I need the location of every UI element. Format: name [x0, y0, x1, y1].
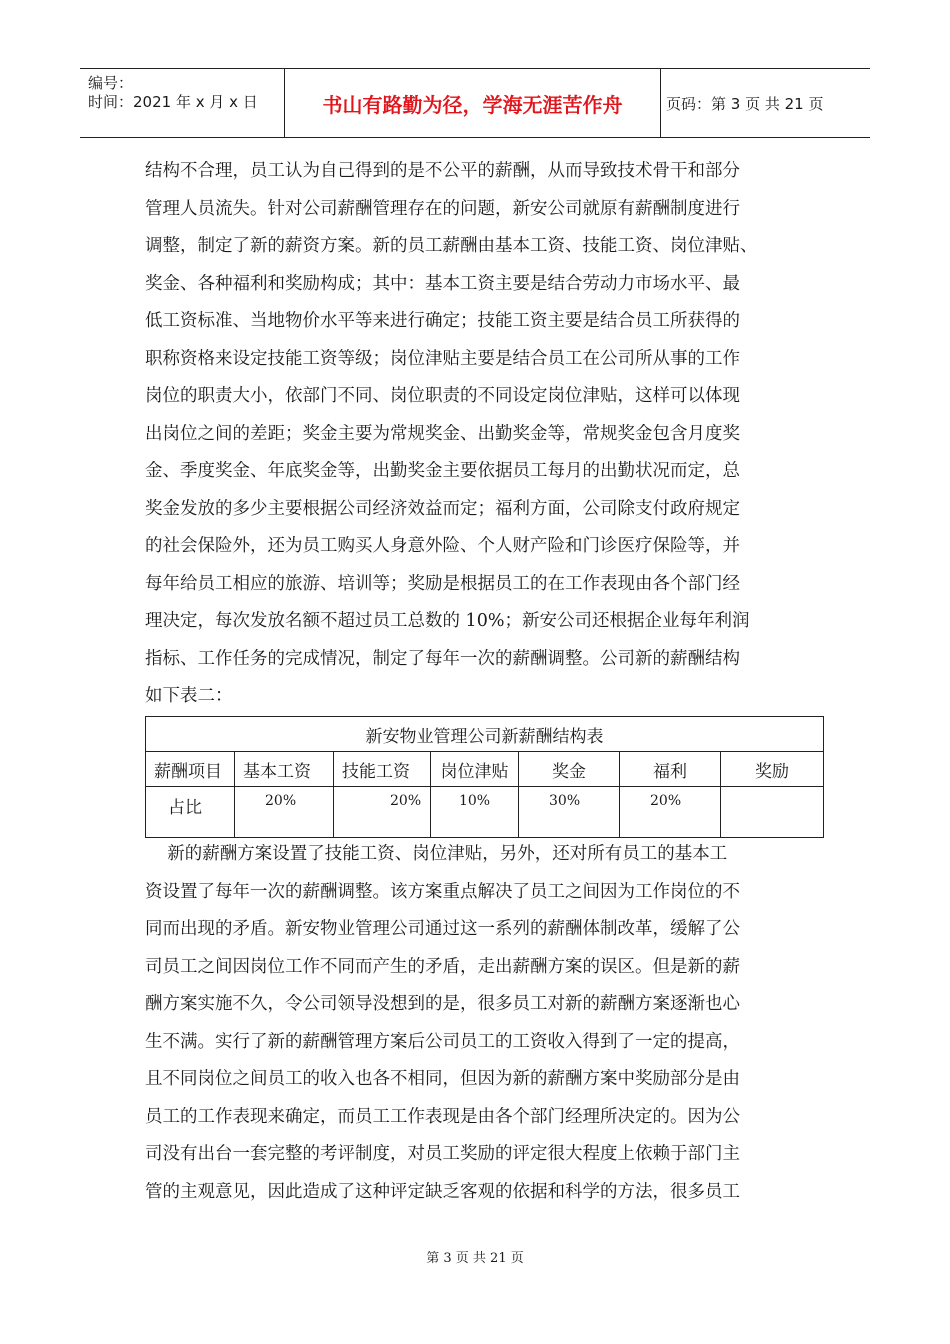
table-caption-row [146, 717, 824, 752]
table-header-row [146, 752, 824, 787]
text-line: 奖金发放的多少主要根据公司经济效益而定；福利方面，公司除支付政府规定 [145, 498, 740, 519]
table-cell: 20% [620, 787, 721, 838]
text-line: 如下表二： [145, 686, 233, 706]
header-motto: 书山有路勤为径，学海无涯苦作舟 [285, 69, 661, 137]
text-line: 的社会保险外，还为员工购买人身意外险、个人财产险和门诊医疗保险等，并 [145, 536, 740, 556]
table-header-cell: 基本工资 [235, 752, 334, 787]
text-line: 调整，制定了新的薪资方案。新的员工薪酬由基本工资、技能工资、岗位津贴、 [145, 236, 758, 256]
table-cell [721, 787, 824, 838]
table-cell: 占比 [146, 787, 235, 838]
paragraph-2 [145, 836, 810, 1211]
text-line: 低工资标准、当地物价水平等来进行确定；技能工资主要是结合员工所获得的 [145, 311, 740, 331]
text-line: 出岗位之间的差距；奖金主要为常规奖金、出勤奖金等，常规奖金包含月度奖 [145, 423, 740, 444]
text-line: 同而出现的矛盾。新安物业管理公司通过这一系列的薪酬体制改革，缓解了公 [145, 919, 740, 939]
table-caption: 新安物业管理公司新薪酬结构表 [146, 717, 824, 752]
text-line: 每年给员工相应的旅游、培训等；奖励是根据员工的在工作表现由各个部门经 [145, 573, 740, 594]
text-line: 理决定，每次发放名额不超过员工总数的 10%；新安公司还根据企业每年利润 [145, 611, 750, 631]
text-line: 司没有出台一套完整的考评制度，对员工奖励的评定很大程度上依赖于部门主 [145, 1144, 740, 1164]
header-meta [80, 69, 285, 137]
table-header-cell: 技能工资 [334, 752, 431, 787]
text-line: 结构不合理，员工认为自己得到的是不公平的薪酬，从而导致技术骨干和部分 [145, 161, 740, 181]
page-footer: 第 3 页 共 21 页 [426, 1251, 524, 1266]
table-header-cell: 奖励 [721, 752, 824, 787]
table-cell: 30% [519, 787, 620, 838]
table-row [146, 787, 824, 838]
table-header-cell: 薪酬项目 [146, 752, 235, 787]
table-cell: 20% [235, 787, 334, 838]
text-line: 酬方案实施不久，令公司领导没想到的是，很多员工对新的薪酬方案逐渐也心 [145, 994, 740, 1014]
text-line: 指标、工作任务的完成情况，制定了每年一次的薪酬调整。公司新的薪酬结构 [145, 648, 740, 669]
paragraph-1 [145, 153, 810, 716]
text-line: 新的薪酬方案设置了技能工资、岗位津贴，另外，还对所有员工的基本工 [145, 844, 728, 864]
text-line: 管理人员流失。针对公司薪酬管理存在的问题，新安公司就原有薪酬制度进行 [145, 198, 740, 219]
table-header-cell: 福利 [620, 752, 721, 787]
text-line: 金、季度奖金、年底奖金等，出勤奖金主要依据员工每月的出勤状况而定，总 [145, 461, 740, 481]
text-line: 奖金、各种福利和奖励构成；其中：基本工资主要是结合劳动力市场水平、最 [145, 273, 740, 294]
table-cell: 10% [431, 787, 519, 838]
text-line: 管的主观意见，因此造成了这种评定缺乏客观的依据和科学的方法，很多员工 [145, 1181, 740, 1202]
doc-number-label: 编号： [88, 74, 134, 92]
text-line: 生不满。实行了新的薪酬管理方案后公司员工的工资收入得到了一定的提高， [145, 1031, 740, 1052]
text-line: 资设置了每年一次的薪酬调整。该方案重点解决了员工之间因为工作岗位的不 [145, 881, 740, 902]
text-line: 且不同岗位之间员工的收入也各不相同，但因为新的薪酬方案中奖励部分是由 [145, 1069, 740, 1089]
page-header [80, 68, 870, 138]
table-cell: 20% [334, 787, 431, 838]
text-line: 职称资格来设定技能工资等级；岗位津贴主要是结合员工在公司所从事的工作 [145, 348, 740, 369]
table-header-cell: 岗位津贴 [431, 752, 519, 787]
salary-structure-table [145, 716, 824, 838]
table-header-cell: 奖金 [519, 752, 620, 787]
text-line: 岗位的职责大小，依部门不同、岗位职责的不同设定岗位津贴，这样可以体现 [145, 386, 740, 406]
text-line: 司员工之间因岗位工作不同而产生的矛盾，走出薪酬方案的误区。但是新的薪 [145, 956, 740, 977]
header-page-label: 页码：第 3 页 共 21 页 [666, 94, 824, 113]
text-line: 员工的工作表现来确定，而员工工作表现是由各个部门经理所决定的。因为公 [145, 1106, 740, 1127]
doc-time-label: 时间：2021 年 x 月 x 日 [88, 93, 258, 111]
